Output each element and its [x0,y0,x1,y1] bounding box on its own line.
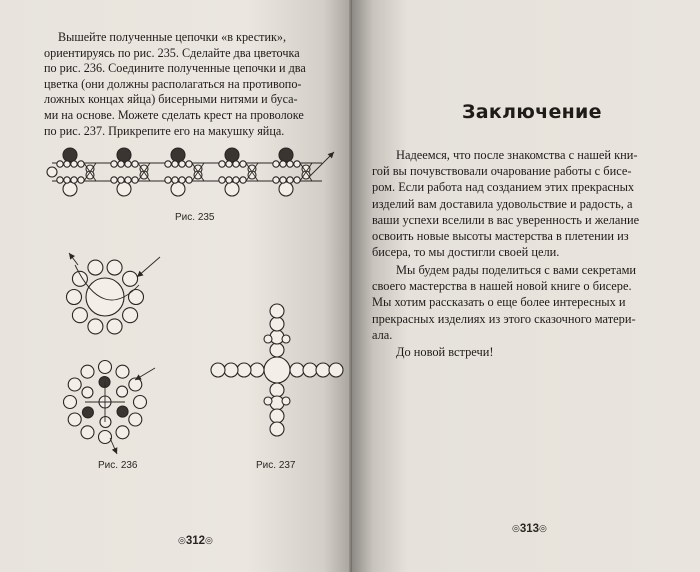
petal-bead [88,319,103,334]
seed-bead [132,177,138,183]
arm-bead [270,409,284,423]
petal-bead [107,260,122,275]
text-line: ала. [372,327,393,342]
seed-bead [71,177,77,183]
text-line: ром. Если работа над созданием этих прекрасных [372,180,635,195]
inner-bead [100,416,111,427]
left-page-paragraph [44,30,334,139]
right-paragraph-1 [372,147,672,260]
seed-bead [118,177,124,183]
page-number-value: 313 [519,523,540,535]
page-number-left [178,535,213,547]
seed-bead [111,161,117,167]
arrow-head [135,374,142,380]
arm-bead [270,343,284,357]
inner-bead [82,387,93,398]
dark-bead [225,148,239,162]
seed-bead [179,161,185,167]
text-line: гой вы почувствовали очарование работы с бисе- [372,164,632,179]
seed-bead [219,161,225,167]
seed-bead [186,177,192,183]
dark-bead [117,148,131,162]
text-line: бисера, то мы достигли своей цели. [372,245,560,260]
outer-bead [68,378,81,391]
beaded-cross-diagram [215,290,345,450]
petal-bead [123,308,138,323]
seed-bead [57,177,63,183]
text-line: цветка (они должны располагаться на противопо- [44,76,302,91]
outer-bead [68,413,81,426]
text-line: по рис. 237. Прикрепите его на макушку яйца. [44,123,285,138]
seed-bead [240,161,246,167]
page-number-right [512,523,547,535]
text-line: ми на основе. Можете сделать крест на проволоке [44,107,304,122]
dark-bead [171,148,185,162]
outer-bead [99,361,112,374]
seed-bead [294,177,300,183]
seed-bead [125,161,131,167]
beaded-chain-diagram [44,142,344,212]
chapter-title: Заключение [462,101,602,123]
seed-bead [172,177,178,183]
closing-line: До новой встречи! [396,345,494,359]
side-bead [282,335,290,343]
seed-bead [78,177,84,183]
inner-bead [117,406,128,417]
petal-bead [67,290,82,305]
seed-bead [118,161,124,167]
seed-bead [78,161,84,167]
arm-bead [303,363,317,377]
seed-bead [233,161,239,167]
end-bead [47,167,57,177]
seed-bead [273,161,279,167]
outer-bead [81,426,94,439]
seed-bead [57,161,63,167]
light-bead [171,182,185,196]
ornament-icon: ◎ [178,535,186,545]
seed-bead [132,161,138,167]
ornament-icon: ◎ [205,535,213,545]
text-line: своего мастерства в нашей новой книге о бисере. [372,279,632,294]
arm-bead [224,363,238,377]
outer-bead [99,431,112,444]
seed-bead [64,161,70,167]
side-bead [282,397,290,405]
text-line: ориентируясь по рис. 235. Сделайте два цветочка [44,45,300,60]
seed-bead [294,161,300,167]
caption-fig237: Рис. 237 [256,460,296,471]
seed-bead [219,177,225,183]
dark-bead [63,148,77,162]
light-bead [63,182,77,196]
arm-bead [211,363,225,377]
inner-bead [117,386,128,397]
text-line: освоить новые высоты мастерства в плетении из [372,229,629,244]
text-line: Мы хотим рассказать о еще более интересных и [372,295,626,310]
seed-bead [287,161,293,167]
text-line: ваши успехи вселили в вас уверенность и желание [372,212,640,227]
arm-bead [270,317,284,331]
side-bead [264,335,272,343]
seed-bead [165,177,171,183]
text-line: изделий вам доставила удовольствие и радость, а [372,196,633,211]
beaded-flower-filled-diagram [55,350,165,460]
ornament-icon: ◎ [539,523,547,533]
inner-bead [82,407,93,418]
right-paragraph-2 [372,262,672,343]
arm-bead [270,422,284,436]
seed-bead [287,177,293,183]
seed-bead [71,161,77,167]
seed-bead [111,177,117,183]
dark-bead [279,148,293,162]
petal-bead [129,290,144,305]
seed-bead [280,177,286,183]
arm-bead [237,363,251,377]
center-bead [86,278,124,316]
text-line: по рис. 236. Соедините полученные цепочки и два [44,61,306,76]
seed-bead [172,161,178,167]
center-bead [264,357,290,383]
seed-bead [186,161,192,167]
seed-bead [125,177,131,183]
seed-bead [179,177,185,183]
beaded-flower-diagram [55,245,165,355]
arm-bead [270,396,284,410]
side-bead [264,397,272,405]
outer-bead [129,413,142,426]
arm-bead [329,363,343,377]
caption-fig235: Рис. 235 [175,212,215,223]
petal-bead [88,260,103,275]
arrow-head [69,253,75,260]
light-bead [279,182,293,196]
text-line: Мы будем рады поделиться с вами секретами [396,263,637,277]
seed-bead [273,177,279,183]
outer-bead [116,426,129,439]
petal-bead [123,271,138,286]
arm-bead [250,363,264,377]
seed-bead [165,161,171,167]
caption-fig236: Рис. 236 [98,460,138,471]
arm-bead [270,304,284,318]
light-bead [225,182,239,196]
seed-bead [280,161,286,167]
seed-bead [240,177,246,183]
seed-bead [226,161,232,167]
text-line: ложных концах яйца) бисерными нитями и буса- [44,92,298,107]
ornament-icon: ◎ [512,523,520,533]
seed-bead [226,177,232,183]
text-line: прекрасных изделиях из этого сказочного матери- [372,311,636,326]
petal-bead [72,308,87,323]
arm-bead [316,363,330,377]
inner-bead [99,377,110,388]
outer-bead [64,396,77,409]
petal-bead [107,319,122,334]
outer-bead [81,365,94,378]
seed-bead [64,177,70,183]
outer-bead [134,396,147,409]
page-number-value: 312 [185,535,206,547]
outer-bead [116,365,129,378]
arm-bead [290,363,304,377]
arm-bead [270,330,284,344]
text-line: Вышейте полученные цепочки «в крестик», [58,30,287,44]
light-bead [117,182,131,196]
arm-bead [270,383,284,397]
text-line: Надеемся, что после знакомства с нашей кни- [396,148,638,162]
seed-bead [233,177,239,183]
